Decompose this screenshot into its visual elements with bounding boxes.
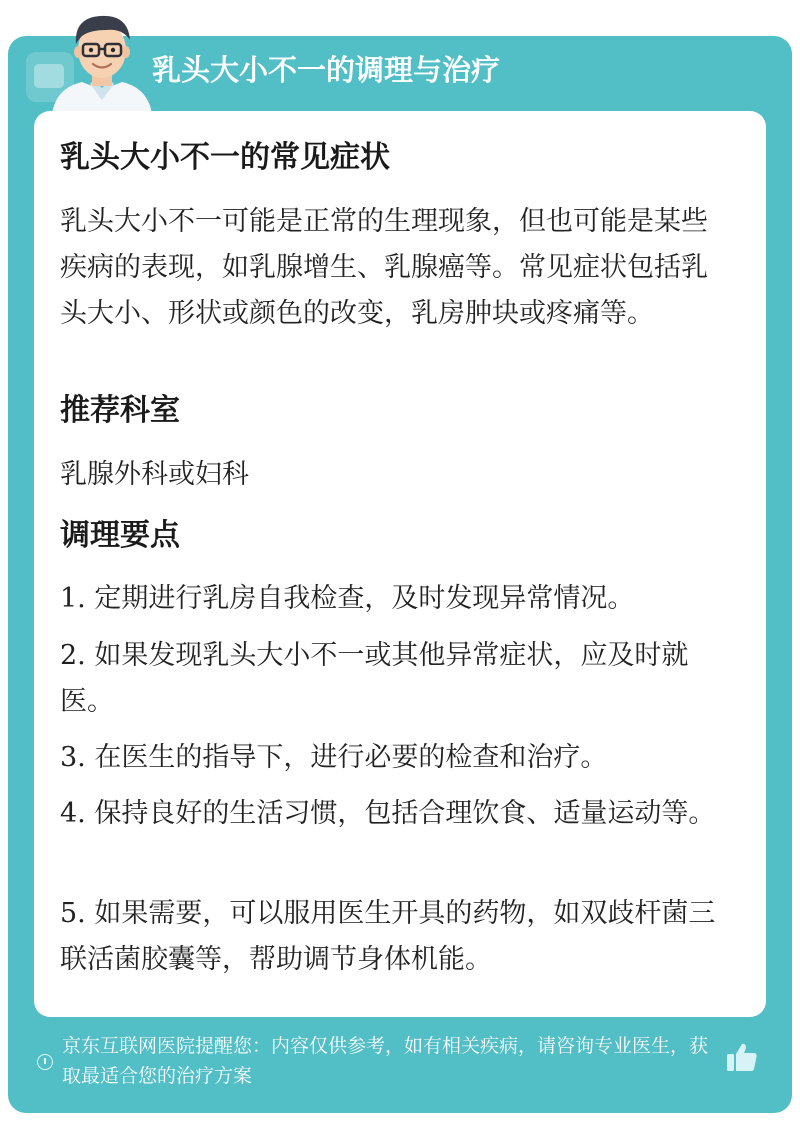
list-item: 1. 定期进行乳房自我检查，及时发现异常情况。	[60, 583, 635, 614]
section-body-department: 乳腺外科或妇科	[60, 459, 249, 490]
list-item: 2. 如果发现乳头大小不一或其他异常症状，应及时就医。	[60, 640, 689, 717]
disclaimer-text: 京东互联网医院提醒您：内容仅供参考，如有相关疾病，请咨询专业医生，获取最适合您的治疗方案	[62, 1035, 709, 1087]
list-item: 5. 如果需要，可以服用医生开具的药物，如双歧杆菌三联活菌胶囊等，帮助调节身体机能。	[60, 898, 716, 975]
thumbs-up-icon[interactable]	[724, 1040, 760, 1076]
article-card	[34, 111, 766, 1017]
section-heading-symptoms: 乳头大小不一的常见症状	[60, 140, 390, 175]
info-icon	[37, 1054, 53, 1070]
section-heading-department: 推荐科室	[60, 393, 180, 428]
page-title: 乳头大小不一的调理与治疗	[152, 53, 501, 87]
section-body-symptoms: 乳头大小不一可能是正常的生理现象，但也可能是某些疾病的表现，如乳腺增生、乳腺癌等。常见症状包括乳头大小、形状或颜色的改变，乳房肿块或疼痛等。	[60, 206, 708, 329]
doctor-avatar	[46, 4, 158, 114]
section-heading-care: 调理要点	[60, 518, 180, 553]
list-item: 3. 在医生的指导下，进行必要的检查和治疗。	[60, 742, 608, 773]
list-item: 4. 保持良好的生活习惯，包括合理饮食、适量运动等。	[60, 798, 716, 829]
